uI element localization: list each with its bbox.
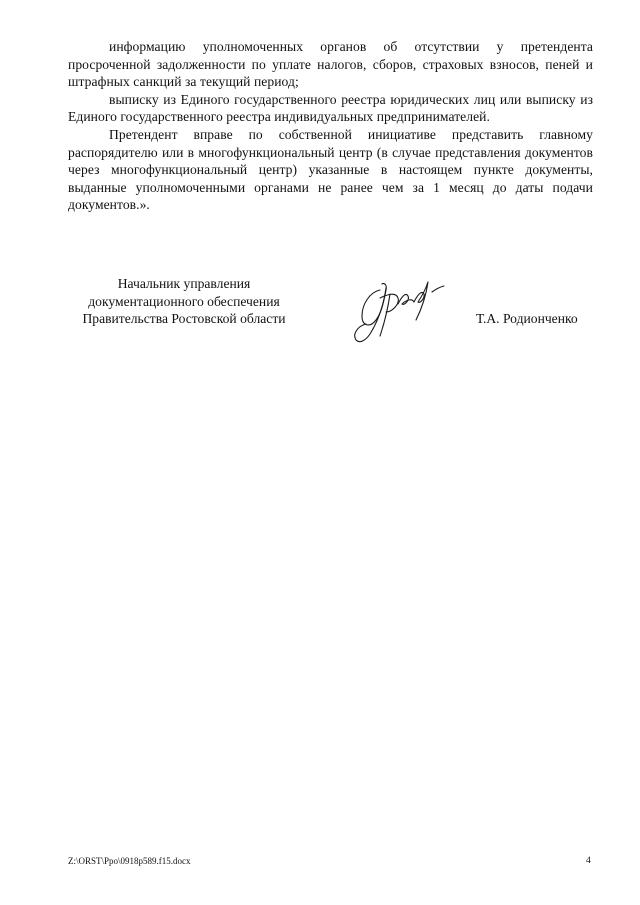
page-number: 4 [586,856,591,866]
position-line: Правительства Ростовской области [82,311,286,327]
paragraph-applicant-right: Претендент вправе по собственной инициативе представить главному распорядителю или в многофункциональный центр (в случае представления документов через многофункциональный центр) указанные в настоящем пункте документы, выданные уполномоченными органами не ранее чем за 1 месяц до даты подачи документов.». [68,126,593,213]
footer-file-path: Z:\ORST\Ppo\0918p589.f15.docx [68,856,191,866]
paragraph-tax-debt-info: информацию уполномоченных органов об отсутствии у претендента просроченной задолженности по уплате налогов, сборов, страховых взносов, пеней и штрафных санкций за текущий период; [68,39,593,90]
paragraph-registry-extract: выписку из Единого государственного реестра юридических лиц или выписку из Единого государственного реестра индивидуальных предпринимателей. [68,91,593,125]
signatory-position [64,275,304,328]
signer-name: Т.А. Родионченко [476,311,578,326]
body-text [68,38,593,214]
position-line: документационного обеспечения [88,293,280,309]
handwritten-signature [340,268,458,350]
position-line: Начальник управления [117,276,251,291]
